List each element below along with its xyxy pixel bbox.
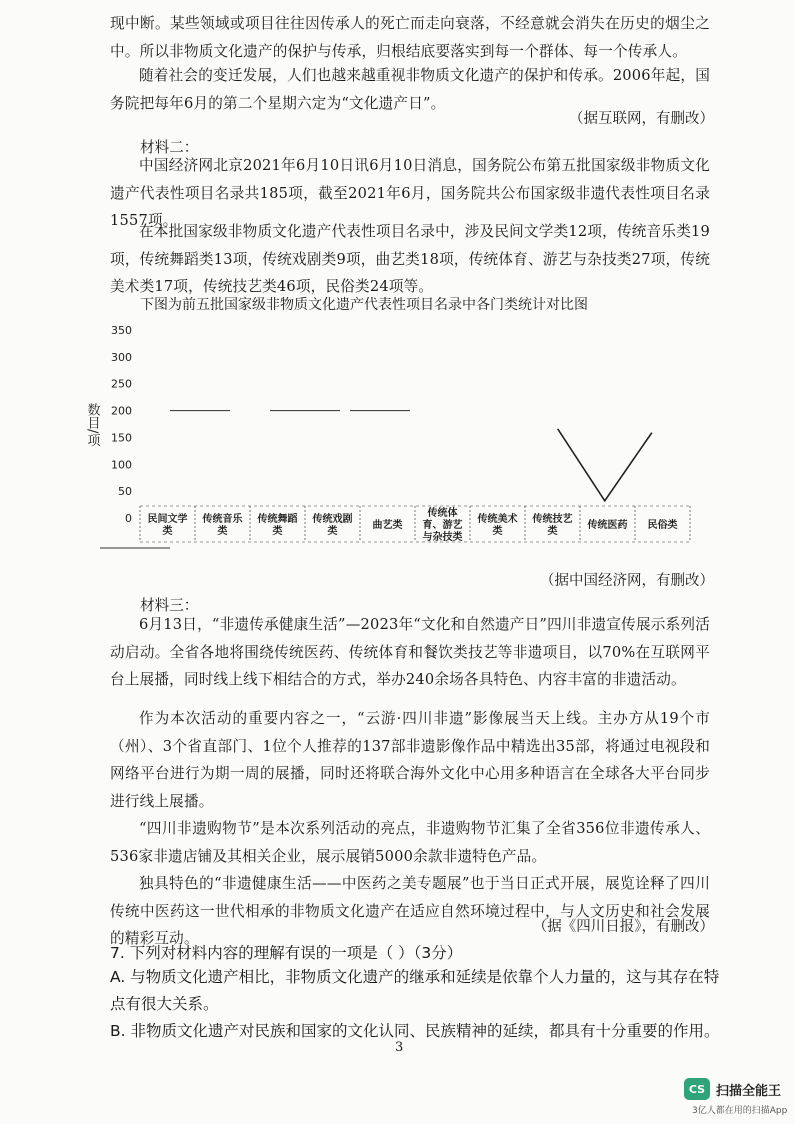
material1-para-end: 现中断。某些领域或项目往往因传承人的死亡而走向衰落，不经意就会消失在历史的烟尘之中。所以非物质文化遗产的保护与传承，归根结底要落实到每一个群体、每一个传承人。 [110,15,710,60]
x-tick-label: 育、游艺 [422,520,463,531]
material3-para3: “四川非遗购物节”是本次系列活动的亮点，非遗购物节汇集了全省356位非遗传承人、536家非遗店铺及其相关企业，展示展销5000余款非遗特色产品。 [110,820,710,865]
x-tick-label: 类 [547,526,558,537]
x-tick-label: 传统戏剧 [312,514,353,525]
series-point [604,500,606,502]
material2-source: （据中国经济网，有删改） [540,573,714,589]
page-number: 3 [395,1040,404,1055]
x-tick-label: 民俗类 [647,520,678,531]
material3-para2: 作为本次活动的重要内容之一，“云游·四川非遗”影像展当天上线。主办方从19个市（州）、3个省直部门、1位个人推荐的137部非遗影像作品中精选出35部，将通过电视段和网络平台进行为期一周的展播，同时还将联合海外文化中心用多种语言在全球各大平台同步进行线上展播。 [110,710,710,810]
series-line [558,429,652,500]
x-tick-label: 曲艺类 [372,520,403,531]
material3-source: （据《四川日报》，有删改） [532,919,714,935]
y-tick-label: 0 [125,512,132,525]
x-tick-label: 与杂技类 [422,532,463,543]
y-tick-label: 250 [111,377,132,391]
x-tick-label: 类 [492,526,503,537]
scanner-watermark [684,1078,788,1116]
material3-para1: 6月13日，“非遗传承健康生活”—2023年“文化和自然遗产日”四川非遗宣传展示系列活动启动。全省各地将围绕传统医药、传统体育和餐饮类技艺等非遗项目，以70%在互联网平台上展播，同时线上线下相结合的方式，举办240余场各具特色、内容丰富的非遗活动。 [110,616,710,688]
material2-para1: 中国经济网北京2021年6月10日讯6月10日消息，国务院公布第五批国家级非物质文化遗产代表性项目名录共185项，截至2021年6月，国务院共公布国家级非遗代表性项目名录1557项。 [110,157,710,229]
y-tick-label: 100 [111,458,132,472]
y-tick-label: 50 [118,485,132,499]
x-tick-label: 类 [272,526,283,537]
x-tick-label: 传统医药 [587,520,628,531]
material2-para2: 在本批国家级非物质文化遗产代表性项目名录中，涉及民间文学类12项，传统音乐类19项，传统舞蹈类13项，传统戏剧类9项，曲艺类18项，传统体育、游艺与杂技类27项，传统美术类17项，传统技艺类46项，民俗类24项等。 [110,223,710,295]
material1-para2: 随着社会的变迁发展，人们也越来越重视非物质文化遗产的保护和传承。2006年起，国务院把每年6月的第二个星期六定为“文化遗产日”。 [110,67,710,112]
x-tick-label: 类 [327,526,338,537]
x-tick-label: 传统体 [427,508,458,519]
x-tick-label: 传统舞蹈 [257,514,298,525]
series-point [651,432,653,434]
option-a: A. 与物质文化遗产相比，非物质文化遗产的继承和延续是依靠个人力量的，这与其存在特点有很大关系。 [110,968,720,1013]
y-axis-label: 数目/项 [84,403,100,447]
scanner-name: 扫描全能王 [716,1083,782,1099]
chart-caption: 下图为前五批国家级非物质文化遗产代表性项目名录中各门类统计对比图 [140,297,588,313]
material3-para4: 独具特色的“非遗健康生活——中医药之美专题展”也于当日正式开展，展览诠释了四川传统中医药这一世代相承的非物质文化遗产在适应自然环境过程中，与人文历史和社会发展的精彩互动。 [110,875,710,947]
option-b: B. 非物质文化遗产对民族和国家的文化认同、民族精神的延续，都具有十分重要的作用。 [110,1022,720,1040]
material1-source: （据互联网，有删改） [569,111,714,127]
x-tick-label: 类 [162,526,173,537]
y-tick-label: 350 [111,324,132,337]
y-tick-label: 300 [111,350,132,364]
material3-heading: 材料三： [140,597,199,614]
x-tick-label: 传统美术 [477,514,518,525]
scanner-logo-icon: CS [684,1078,710,1100]
y-tick-label: 200 [111,404,132,418]
x-tick-label: 传统技艺 [532,514,573,525]
category-chart [80,318,700,558]
series-point [557,429,559,431]
scanner-tagline: 3亿人都在用的扫描App [692,1106,788,1116]
x-tick-label: 类 [217,526,228,537]
question-stem: 7. 下列对材料内容的理解有误的一项是（ ）（3分） [110,944,463,962]
material2-heading: 材料二： [140,139,199,156]
x-tick-label: 民间文学 [147,514,188,525]
x-tick-label: 传统音乐 [202,514,243,525]
y-tick-label: 150 [111,431,132,445]
